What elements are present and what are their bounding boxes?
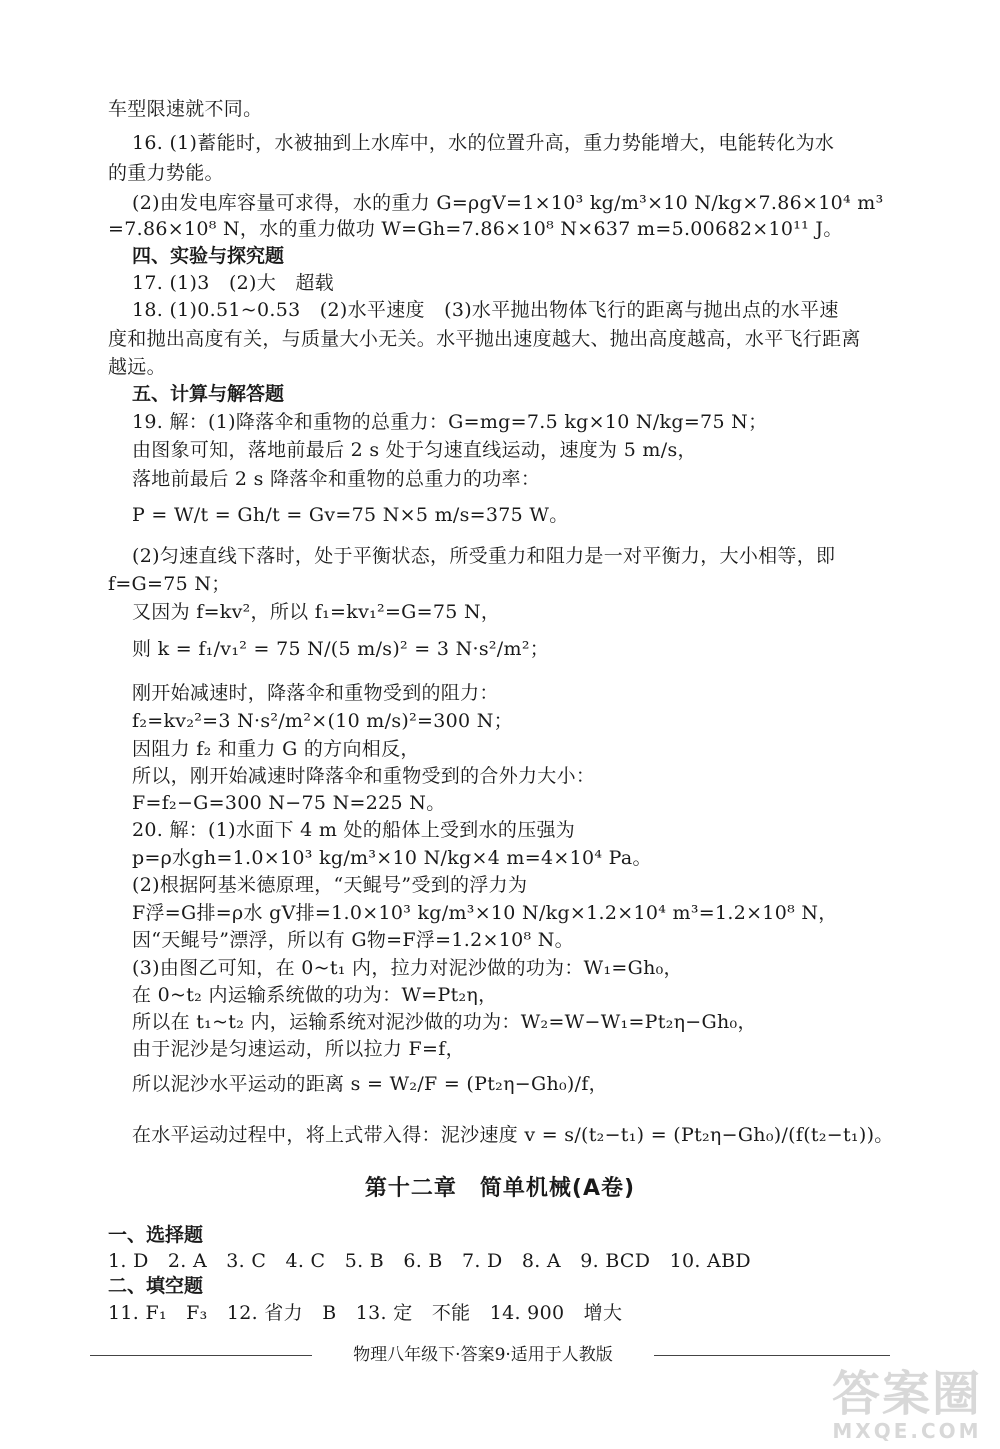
text-line: 因“天鲲号”漂浮，所以有 G物=F浮=1.2×10⁸ N。 [132,929,574,951]
section-heading: 五、计算与解答题 [132,383,285,405]
text-line: 度和抛出高度有关，与质量大小无关。水平抛出速度越大、抛出高度越高，水平飞行距离 [108,328,861,350]
text-line: 17. (1)3 (2)大 超载 [132,272,334,294]
section-heading: 一、选择题 [108,1224,204,1246]
formula-line: 在水平运动过程中，将上式带入得：泥沙速度 v = s/(t₂−t₁) = (Pt₂η−Gh₀)/(f(t₂−t₁))。 [132,1124,894,1146]
section-heading: 二、填空题 [108,1275,204,1297]
text-line: =7.86×10⁸ N，水的重力做功 W=Gh=7.86×10⁸ N×637 m=5.00682×10¹¹ J。 [108,218,843,240]
text-line: 由于泥沙是匀速运动，所以拉力 F=f， [132,1038,465,1060]
text-line: F浮=G排=ρ水 gV排=1.0×10³ kg/m³×10 N/kg×1.2×10⁴ m³=1.2×10⁸ N， [132,902,838,924]
text-line: 车型限速就不同。 [108,98,263,120]
text-line: 在 0~t₂ 内运输系统做的功为：W=Pt₂η， [132,984,498,1006]
section-heading: 四、实验与探究题 [132,245,285,267]
text-line: 因阻力 f₂ 和重力 G 的方向相反， [132,738,420,760]
chapter-title: 第十二章 简单机械(A卷) [364,1176,636,1201]
text-line: 由图象可知，落地前最后 2 s 处于匀速直线运动，速度为 5 m/s， [132,439,697,461]
formula-line: 所以泥沙水平运动的距离 s = W₂/F = (Pt₂η−Gh₀)/f， [132,1073,608,1095]
text-line: 19. 解：(1)降落伞和重物的总重力：G=mg=7.5 kg×10 N/kg=75 N； [132,411,768,433]
text-line: (3)由图乙可知，在 0~t₁ 内，拉力对泥沙做的功为：W₁=Gh₀， [132,957,683,979]
text-line: 18. (1)0.51~0.53 (2)水平速度 (3)水平抛出物体飞行的距离与抛出点的水平速 [132,299,839,321]
text-line: (2)根据阿基米德原理，“天鲲号”受到的浮力为 [132,874,528,896]
watermark-logo [832,1368,982,1442]
text-line: f=G=75 N； [108,573,231,595]
text-line: 落地前最后 2 s 降落伞和重物的总重力的功率： [132,468,541,490]
text-line: 又因为 f=kv²，所以 f₁=kv₁²=G=75 N， [132,601,501,623]
text-line: 所以在 t₁~t₂ 内，运输系统对泥沙做的功为：W₂=W−W₁=Pt₂η−Gh₀， [132,1011,757,1033]
text-line: p=ρ水gh=1.0×10³ kg/m³×10 N/kg×4 m=4×10⁴ Pa。 [132,847,652,869]
text-line: 所以，刚开始减速时降落伞和重物受到的合外力大小： [132,765,596,787]
text-line: (2)由发电库容量可求得，水的重力 G=ρgV=1×10³ kg/m³×10 N/kg×7.86×10⁴ m³ [132,192,884,214]
text-line: 越远。 [108,356,166,378]
text-line: F=f₂−G=300 N−75 N=225 N。 [132,792,446,814]
text-line: 的重力势能。 [108,162,224,184]
text-line: 刚开始减速时，降落伞和重物受到的阻力： [132,682,499,704]
text-line: (2)匀速直线下落时，处于平衡状态，所受重力和阻力是一对平衡力，大小相等，即 [132,545,836,567]
answer-line: 11. F₁ F₃ 12. 省力 B 13. 定 不能 14. 900 增大 [108,1302,623,1324]
watermark-url: MXQE.COM [832,1419,982,1443]
text-line: 16. (1)蓄能时，水被抽到上水库中，水的位置升高，重力势能增大，电能转化为水 [132,132,835,154]
formula-line: 则 k = f₁/v₁² = 75 N/(5 m/s)² = 3 N·s²/m²； [132,638,550,660]
text-line: 20. 解：(1)水面下 4 m 处的船体上受到水的压强为 [132,819,576,841]
page-footer: 物理八年级下·答案9·适用于人教版 [312,1343,654,1367]
watermark-text: 答案圈 [831,1366,982,1422]
formula-line: P = W/t = Gh/t = Gv=75 N×5 m/s=375 W。 [132,504,569,526]
text-line: f₂=kv₂²=3 N·s²/m²×(10 m/s)²=300 N； [132,710,513,732]
answer-line: 1. D 2. A 3. C 4. C 5. B 6. B 7. D 8. A 9. BCD 10. ABD [108,1250,751,1272]
